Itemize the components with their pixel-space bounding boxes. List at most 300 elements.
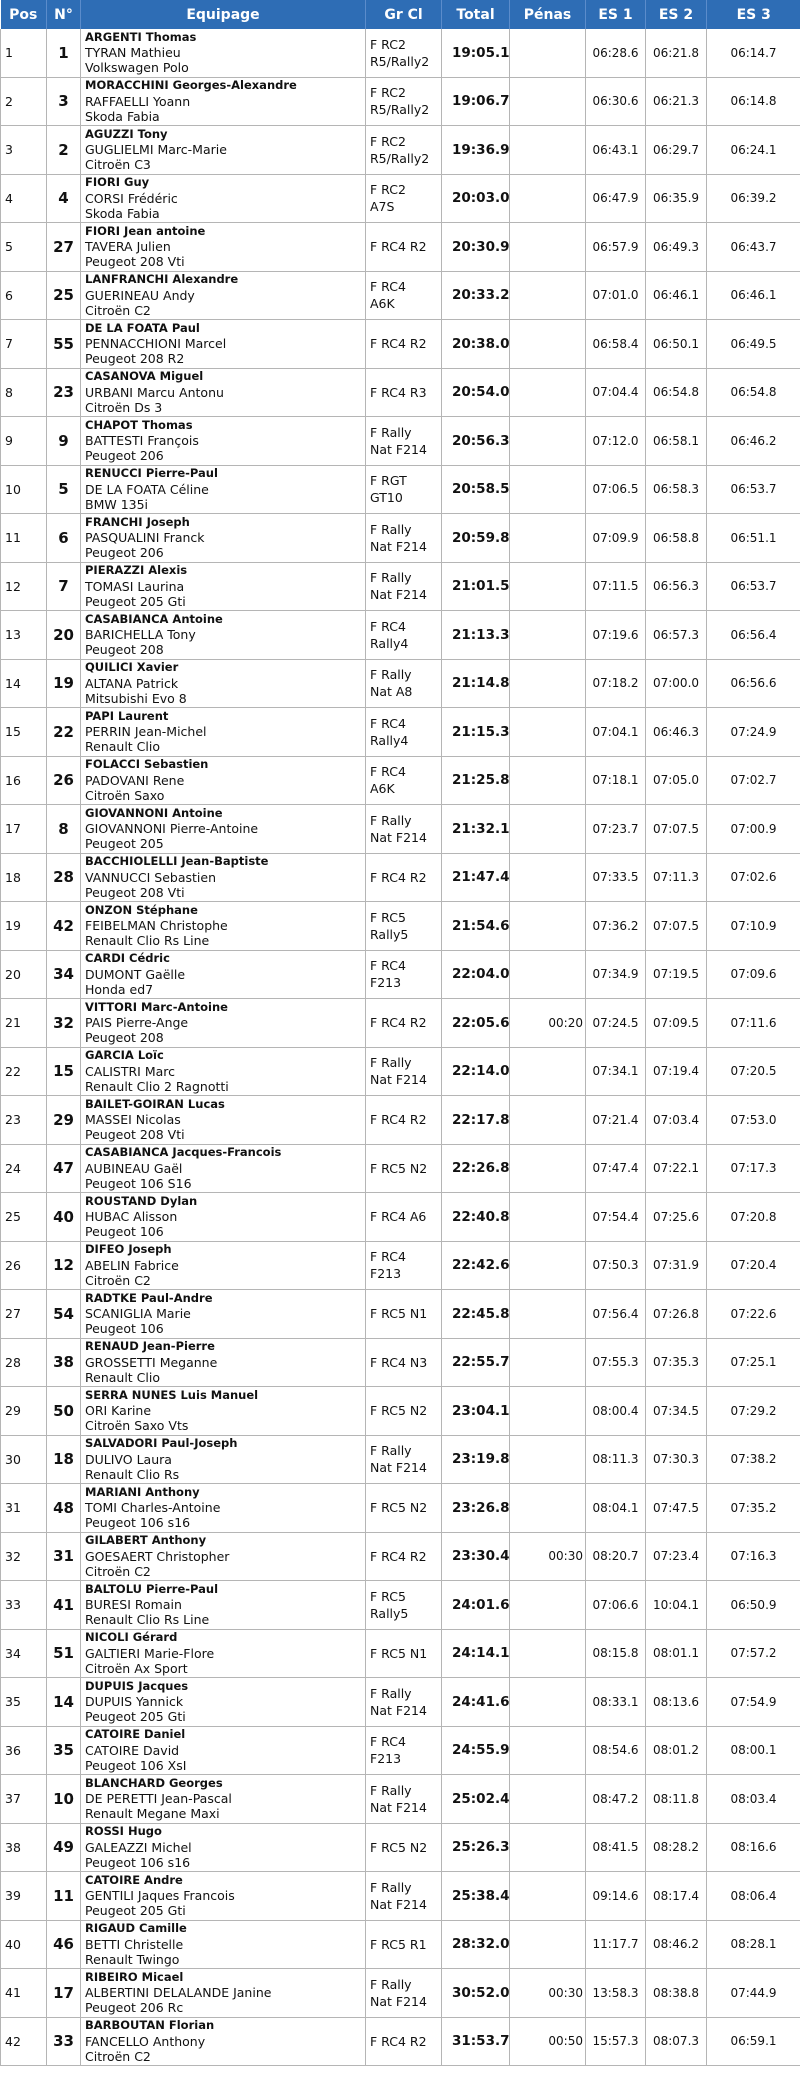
group-class-cell: [366, 1775, 442, 1824]
car-model: Peugeot 205 Gti: [85, 1903, 186, 1919]
pos-cell: 31: [1, 1484, 47, 1533]
pos-cell: 40: [1, 1920, 47, 1969]
codriver-name: URBANI Marcu Antonu: [85, 384, 224, 400]
group-line-2: F213: [370, 975, 402, 991]
pos-cell: 25: [1, 1193, 47, 1242]
pos-cell: 8: [1, 368, 47, 417]
penalty-cell: [510, 271, 586, 320]
group-class-cell: [366, 708, 442, 757]
results-body: [1, 29, 800, 2066]
driver-name: BACCHIOLELLI Jean-Baptiste: [85, 854, 269, 869]
group-class-cell: [366, 1581, 442, 1630]
table-row: [1, 2017, 800, 2066]
crew-cell: [81, 465, 366, 514]
car-model: Peugeot 208: [85, 642, 164, 658]
total-time-cell: 22:04.0: [442, 950, 510, 999]
es1-cell: 15:57.3: [586, 2017, 646, 2066]
pos-cell: 35: [1, 1678, 47, 1727]
table-row: [1, 1581, 800, 1630]
group-class-cell: [366, 805, 442, 854]
car-model: Peugeot 208 Vti: [85, 1127, 185, 1143]
es2-cell: 08:46.2: [646, 1920, 707, 1969]
pos-cell: 27: [1, 1290, 47, 1339]
table-row: [1, 1387, 800, 1436]
group-line-2: Nat F214: [370, 1072, 427, 1088]
pos-cell: 36: [1, 1726, 47, 1775]
group-line-1: F RC4 R2: [370, 336, 427, 352]
table-row: [1, 514, 800, 563]
total-time-cell: 25:38.4: [442, 1872, 510, 1921]
es1-cell: 08:04.1: [586, 1484, 646, 1533]
pos-cell: 4: [1, 174, 47, 223]
es2-cell: 06:35.9: [646, 174, 707, 223]
total-time-cell: 24:14.1: [442, 1629, 510, 1678]
table-row: [1, 29, 800, 77]
es3-cell: 07:10.9: [707, 902, 800, 951]
car-model: Peugeot 206 Rc: [85, 2000, 184, 2016]
table-row: [1, 1969, 800, 2018]
group-line-1: F RC2: [370, 182, 406, 198]
table-row: [1, 465, 800, 514]
table-row: [1, 1629, 800, 1678]
number-cell: 11: [47, 1872, 81, 1921]
crew-cell: [81, 999, 366, 1048]
penalty-cell: [510, 1435, 586, 1484]
total-time-cell: 28:32.0: [442, 1920, 510, 1969]
driver-name: RADTKE Paul-Andre: [85, 1290, 213, 1305]
codriver-name: BARICHELLA Tony: [85, 627, 196, 643]
es1-cell: 06:47.9: [586, 174, 646, 223]
total-time-cell: 22:17.8: [442, 1096, 510, 1145]
car-model: Renault Megane Maxi: [85, 1806, 220, 1822]
crew-cell: [81, 271, 366, 320]
driver-name: SALVADORI Paul-Joseph: [85, 1436, 238, 1451]
total-time-cell: 30:52.0: [442, 1969, 510, 2018]
es2-cell: 07:35.3: [646, 1338, 707, 1387]
group-line-1: F RGT: [370, 473, 407, 489]
group-line-1: F RC4: [370, 279, 406, 295]
group-class-cell: [366, 562, 442, 611]
pos-cell: 41: [1, 1969, 47, 2018]
crew-cell: [81, 1775, 366, 1824]
crew-cell: [81, 950, 366, 999]
table-row: [1, 1435, 800, 1484]
pos-cell: 10: [1, 465, 47, 514]
driver-name: RENAUD Jean-Pierre: [85, 1339, 215, 1354]
header-row: [1, 0, 800, 29]
group-class-cell: [366, 514, 442, 563]
number-cell: 7: [47, 562, 81, 611]
group-class-cell: [366, 1338, 442, 1387]
group-line-1: F RC4: [370, 1734, 406, 1750]
es2-cell: 06:49.3: [646, 223, 707, 272]
es3-cell: 06:53.7: [707, 465, 800, 514]
total-time-cell: 22:26.8: [442, 1144, 510, 1193]
total-time-cell: 20:30.9: [442, 223, 510, 272]
header-es3: ES 3: [707, 0, 800, 29]
es1-cell: 11:17.7: [586, 1920, 646, 1969]
es1-cell: 07:55.3: [586, 1338, 646, 1387]
crew-cell: [81, 1532, 366, 1581]
total-time-cell: 22:40.8: [442, 1193, 510, 1242]
es2-cell: 06:57.3: [646, 611, 707, 660]
pos-cell: 13: [1, 611, 47, 660]
car-model: Citroën Saxo: [85, 787, 165, 803]
total-time-cell: 21:25.8: [442, 756, 510, 805]
car-model: Peugeot 106 XsI: [85, 1757, 187, 1773]
group-line-1: F RC2: [370, 133, 406, 149]
table-row: [1, 1047, 800, 1096]
total-time-cell: 22:14.0: [442, 1047, 510, 1096]
driver-name: BAILET-GOIRAN Lucas: [85, 1096, 225, 1111]
pos-cell: 22: [1, 1047, 47, 1096]
number-cell: 23: [47, 368, 81, 417]
total-time-cell: 22:45.8: [442, 1290, 510, 1339]
group-line-1: F RC5 N1: [370, 1645, 428, 1661]
group-line-1: F RC2: [370, 36, 406, 52]
codriver-name: TYRAN Mathieu: [85, 45, 181, 61]
total-time-cell: 31:53.7: [442, 2017, 510, 2066]
car-model: Peugeot 106: [85, 1224, 164, 1240]
crew-cell: [81, 562, 366, 611]
penalty-cell: [510, 1726, 586, 1775]
group-class-cell: [366, 1290, 442, 1339]
group-line-2: Nat A8: [370, 684, 413, 700]
es2-cell: 07:07.5: [646, 902, 707, 951]
crew-cell: [81, 611, 366, 660]
codriver-name: GENTILI Jaques Francois: [85, 1888, 235, 1904]
number-cell: 33: [47, 2017, 81, 2066]
penalty-cell: [510, 1241, 586, 1290]
es1-cell: 08:11.3: [586, 1435, 646, 1484]
table-row: [1, 368, 800, 417]
driver-name: LANFRANCHI Alexandre: [85, 272, 239, 287]
es3-cell: 07:17.3: [707, 1144, 800, 1193]
es2-cell: 07:07.5: [646, 805, 707, 854]
es2-cell: 07:22.1: [646, 1144, 707, 1193]
total-time-cell: 20:56.3: [442, 417, 510, 466]
es3-cell: 06:24.1: [707, 126, 800, 175]
group-line-1: F RC4 A6: [370, 1209, 427, 1225]
es3-cell: 07:02.7: [707, 756, 800, 805]
es3-cell: 07:02.6: [707, 853, 800, 902]
table-row: [1, 1678, 800, 1727]
number-cell: 10: [47, 1775, 81, 1824]
car-model: Skoda Fabia: [85, 108, 160, 124]
number-cell: 47: [47, 1144, 81, 1193]
car-model: Peugeot 208 Vti: [85, 884, 185, 900]
group-line-1: F RC5: [370, 1588, 406, 1604]
es2-cell: 08:07.3: [646, 2017, 707, 2066]
total-time-cell: 21:32.1: [442, 805, 510, 854]
header-pos: Pos: [1, 0, 47, 29]
group-line-1: F RC4: [370, 618, 406, 634]
group-line-1: F RC4 R2: [370, 1112, 427, 1128]
group-class-cell: [366, 1047, 442, 1096]
group-line-2: R5/Rally2: [370, 102, 430, 118]
es2-cell: 06:56.3: [646, 562, 707, 611]
driver-name: CARDI Cédric: [85, 951, 170, 966]
driver-name: CATOIRE Andre: [85, 1872, 183, 1887]
pos-cell: 30: [1, 1435, 47, 1484]
number-cell: 49: [47, 1823, 81, 1872]
number-cell: 50: [47, 1387, 81, 1436]
group-line-1: F RC5 N2: [370, 1403, 428, 1419]
number-cell: 19: [47, 659, 81, 708]
group-class-cell: [366, 320, 442, 369]
crew-cell: [81, 1047, 366, 1096]
crew-cell: [81, 805, 366, 854]
pos-cell: 2: [1, 77, 47, 126]
group-class-cell: [366, 611, 442, 660]
group-line-1: F RC4 R2: [370, 2033, 427, 2049]
es3-cell: 07:38.2: [707, 1435, 800, 1484]
es3-cell: 06:14.8: [707, 77, 800, 126]
driver-name: DIFEO Joseph: [85, 1242, 172, 1257]
es3-cell: 07:57.2: [707, 1629, 800, 1678]
driver-name: RENUCCI Pierre-Paul: [85, 466, 218, 481]
es2-cell: 06:54.8: [646, 368, 707, 417]
es2-cell: 07:00.0: [646, 659, 707, 708]
codriver-name: GOESAERT Christopher: [85, 1548, 230, 1564]
es1-cell: 07:19.6: [586, 611, 646, 660]
crew-cell: [81, 1629, 366, 1678]
group-class-cell: [366, 1241, 442, 1290]
es1-cell: 08:20.7: [586, 1532, 646, 1581]
driver-name: BLANCHARD Georges: [85, 1775, 223, 1790]
es1-cell: 07:04.4: [586, 368, 646, 417]
pos-cell: 28: [1, 1338, 47, 1387]
es2-cell: 06:46.1: [646, 271, 707, 320]
es1-cell: 07:01.0: [586, 271, 646, 320]
group-line-1: F RC4 R3: [370, 384, 427, 400]
pos-cell: 12: [1, 562, 47, 611]
crew-cell: [81, 708, 366, 757]
driver-name: GARCIA Loïc: [85, 1048, 164, 1063]
car-model: Volkswagen Polo: [85, 60, 189, 76]
table-row: [1, 1920, 800, 1969]
penalty-cell: 00:50: [510, 2017, 586, 2066]
crew-cell: [81, 1823, 366, 1872]
number-cell: 2: [47, 126, 81, 175]
crew-cell: [81, 368, 366, 417]
group-class-cell: [366, 950, 442, 999]
total-time-cell: 19:05.1: [442, 29, 510, 77]
pos-cell: 23: [1, 1096, 47, 1145]
table-row: [1, 320, 800, 369]
es2-cell: 06:46.3: [646, 708, 707, 757]
penalty-cell: [510, 853, 586, 902]
group-line-2: Rally4: [370, 635, 409, 651]
driver-name: FRANCHI Joseph: [85, 514, 190, 529]
table-row: [1, 174, 800, 223]
codriver-name: TAVERA Julien: [85, 239, 171, 255]
es2-cell: 07:30.3: [646, 1435, 707, 1484]
table-row: [1, 223, 800, 272]
table-row: [1, 708, 800, 757]
es1-cell: 06:30.6: [586, 77, 646, 126]
pos-cell: 33: [1, 1581, 47, 1630]
number-cell: 48: [47, 1484, 81, 1533]
crew-cell: [81, 174, 366, 223]
table-row: [1, 1096, 800, 1145]
table-row: [1, 756, 800, 805]
penalty-cell: [510, 756, 586, 805]
es3-cell: 07:20.8: [707, 1193, 800, 1242]
es1-cell: 07:56.4: [586, 1290, 646, 1339]
pos-cell: 21: [1, 999, 47, 1048]
group-line-2: Nat F214: [370, 1702, 427, 1718]
penalty-cell: [510, 514, 586, 563]
es1-cell: 07:33.5: [586, 853, 646, 902]
es1-cell: 07:11.5: [586, 562, 646, 611]
group-line-2: R5/Rally2: [370, 150, 430, 166]
crew-cell: [81, 1484, 366, 1533]
number-cell: 42: [47, 902, 81, 951]
es2-cell: 08:11.8: [646, 1775, 707, 1824]
crew-cell: [81, 1241, 366, 1290]
car-model: Citroën C2: [85, 1272, 151, 1288]
car-model: Peugeot 208: [85, 1030, 164, 1046]
driver-name: GILABERT Anthony: [85, 1533, 207, 1548]
es3-cell: 06:50.9: [707, 1581, 800, 1630]
penalty-cell: 00:30: [510, 1532, 586, 1581]
penalty-cell: [510, 1920, 586, 1969]
group-line-2: Nat F214: [370, 829, 427, 845]
penalty-cell: [510, 368, 586, 417]
group-class-cell: [366, 659, 442, 708]
pos-cell: 26: [1, 1241, 47, 1290]
car-model: Citroën C2: [85, 2048, 151, 2064]
driver-name: BALTOLU Pierre-Paul: [85, 1581, 219, 1596]
table-row: [1, 611, 800, 660]
table-row: [1, 77, 800, 126]
codriver-name: DULIVO Laura: [85, 1451, 172, 1467]
es3-cell: 06:39.2: [707, 174, 800, 223]
number-cell: 25: [47, 271, 81, 320]
group-line-1: F RC5 N2: [370, 1160, 428, 1176]
group-line-1: F Rally: [370, 424, 412, 440]
number-cell: 5: [47, 465, 81, 514]
car-model: Citroën C3: [85, 157, 151, 173]
number-cell: 41: [47, 1581, 81, 1630]
group-line-2: Nat F214: [370, 538, 427, 554]
es1-cell: 08:33.1: [586, 1678, 646, 1727]
car-model: Renault Clio Rs Line: [85, 1612, 210, 1628]
es1-cell: 07:18.2: [586, 659, 646, 708]
penalty-cell: [510, 223, 586, 272]
es1-cell: 07:04.1: [586, 708, 646, 757]
es1-cell: 06:28.6: [586, 29, 646, 77]
es2-cell: 07:19.5: [646, 950, 707, 999]
table-row: [1, 1775, 800, 1824]
pos-cell: 34: [1, 1629, 47, 1678]
penalty-cell: [510, 1193, 586, 1242]
penalty-cell: [510, 1387, 586, 1436]
number-cell: 4: [47, 174, 81, 223]
es2-cell: 07:47.5: [646, 1484, 707, 1533]
group-class-cell: [366, 77, 442, 126]
group-line-1: F Rally: [370, 521, 412, 537]
penalty-cell: [510, 562, 586, 611]
crew-cell: [81, 1678, 366, 1727]
table-row: [1, 1532, 800, 1581]
es2-cell: 08:01.1: [646, 1629, 707, 1678]
es3-cell: 07:53.0: [707, 1096, 800, 1145]
group-line-2: GT10: [370, 490, 403, 506]
pos-cell: 7: [1, 320, 47, 369]
number-cell: 27: [47, 223, 81, 272]
group-line-2: Nat F214: [370, 1460, 427, 1476]
es2-cell: 06:50.1: [646, 320, 707, 369]
es2-cell: 07:31.9: [646, 1241, 707, 1290]
header-es1: ES 1: [586, 0, 646, 29]
codriver-name: TOMI Charles-Antoine: [85, 1500, 221, 1516]
driver-name: FOLACCI Sebastien: [85, 757, 209, 772]
pos-cell: 6: [1, 271, 47, 320]
group-line-1: F RC5 N1: [370, 1306, 428, 1322]
total-time-cell: 23:26.8: [442, 1484, 510, 1533]
group-line-2: Rally5: [370, 926, 409, 942]
total-time-cell: 20:54.0: [442, 368, 510, 417]
table-row: [1, 1484, 800, 1533]
group-line-2: Nat F214: [370, 587, 427, 603]
car-model: Citroën C2: [85, 302, 151, 318]
number-cell: 17: [47, 1969, 81, 2018]
es3-cell: 06:53.7: [707, 562, 800, 611]
es1-cell: 08:41.5: [586, 1823, 646, 1872]
group-line-1: F Rally: [370, 1443, 412, 1459]
driver-name: ONZON Stéphane: [85, 902, 198, 917]
total-time-cell: 20:03.0: [442, 174, 510, 223]
es1-cell: 07:34.9: [586, 950, 646, 999]
car-model: Renault Clio Rs Line: [85, 933, 210, 949]
number-cell: 20: [47, 611, 81, 660]
group-line-1: F RC4: [370, 715, 406, 731]
number-cell: 28: [47, 853, 81, 902]
es3-cell: 08:00.1: [707, 1726, 800, 1775]
driver-name: CHAPOT Thomas: [85, 417, 193, 432]
group-class-cell: [366, 465, 442, 514]
es1-cell: 13:58.3: [586, 1969, 646, 2018]
total-time-cell: 21:54.6: [442, 902, 510, 951]
codriver-name: GALTIERI Marie-Flore: [85, 1645, 215, 1661]
pos-cell: 20: [1, 950, 47, 999]
table-row: [1, 1241, 800, 1290]
penalty-cell: [510, 1775, 586, 1824]
car-model: Peugeot 106: [85, 1321, 164, 1337]
group-line-1: F RC5 N2: [370, 1839, 428, 1855]
number-cell: 18: [47, 1435, 81, 1484]
group-class-cell: [366, 1969, 442, 2018]
car-model: Peugeot 208 Vti: [85, 254, 185, 270]
codriver-name: CALISTRI Marc: [85, 1063, 176, 1079]
es1-cell: 07:09.9: [586, 514, 646, 563]
penalty-cell: [510, 611, 586, 660]
es1-cell: 08:15.8: [586, 1629, 646, 1678]
group-class-cell: [366, 417, 442, 466]
pos-cell: 24: [1, 1144, 47, 1193]
codriver-name: SCANIGLIA Marie: [85, 1306, 191, 1322]
es1-cell: 08:47.2: [586, 1775, 646, 1824]
crew-cell: [81, 853, 366, 902]
header-total: Total: [442, 0, 510, 29]
codriver-name: DUPUIS Yannick: [85, 1694, 184, 1710]
total-time-cell: 19:36.9: [442, 126, 510, 175]
es2-cell: 07:19.4: [646, 1047, 707, 1096]
penalty-cell: [510, 465, 586, 514]
group-class-cell: [366, 271, 442, 320]
